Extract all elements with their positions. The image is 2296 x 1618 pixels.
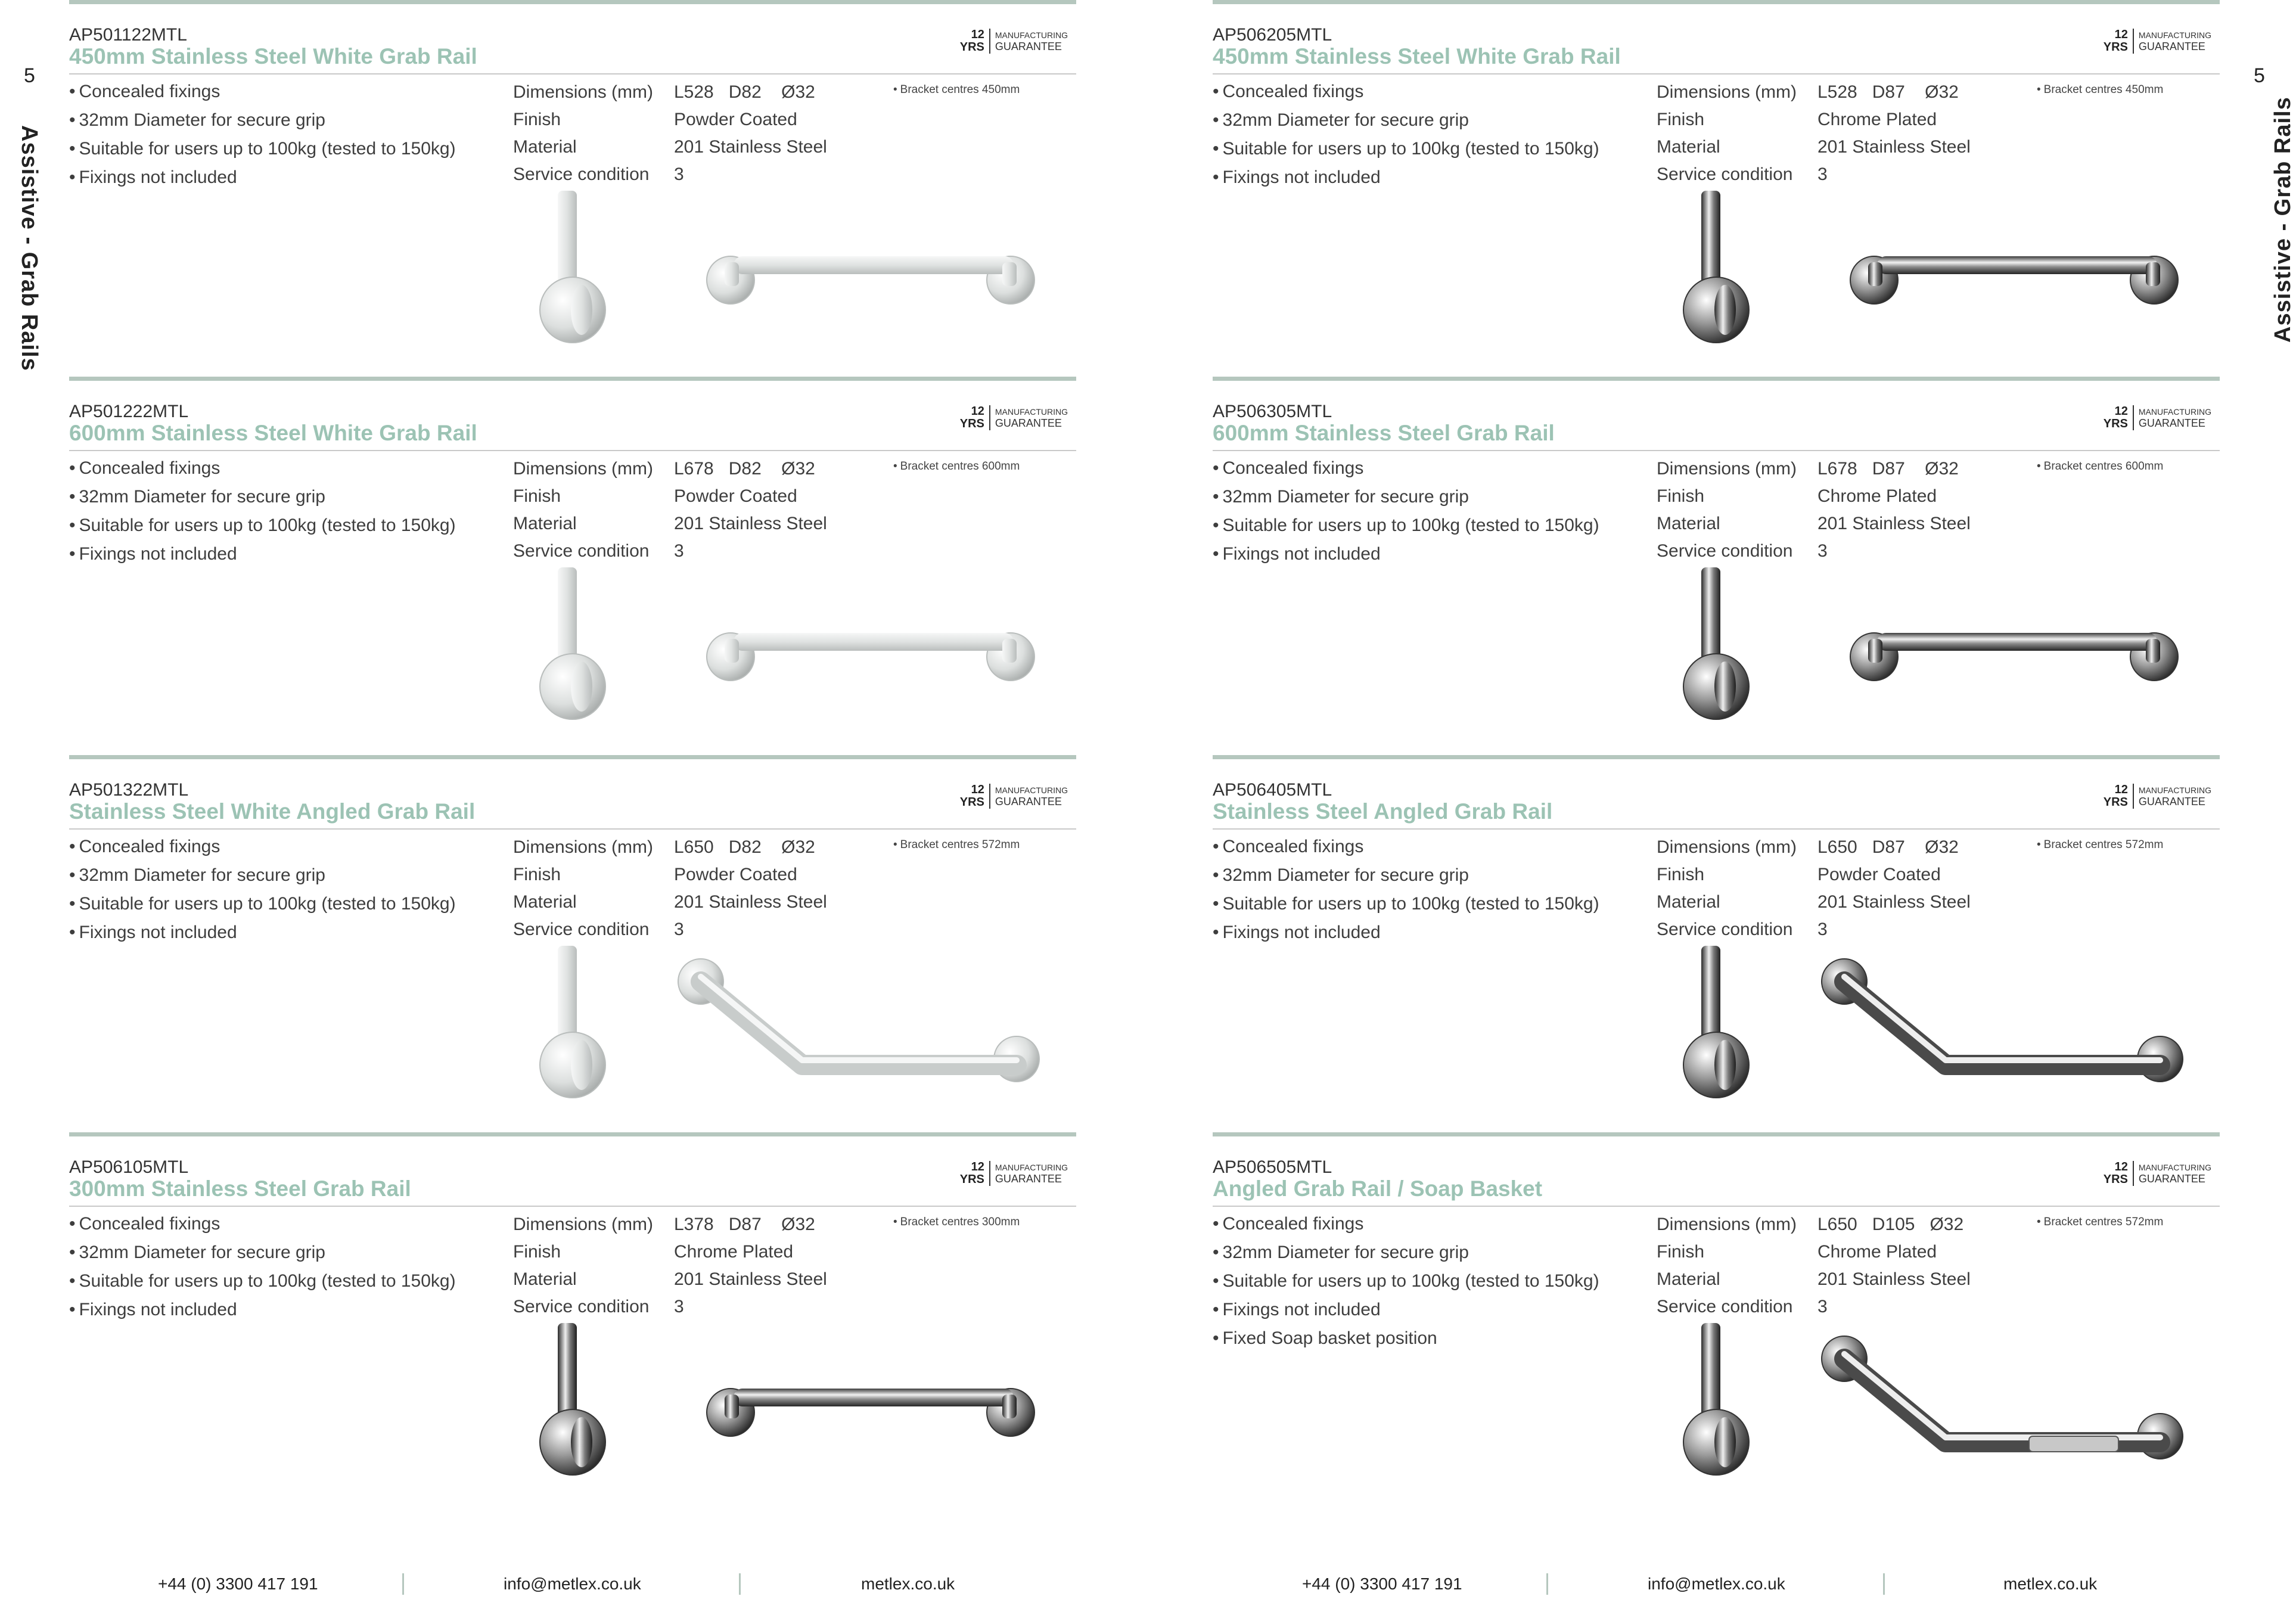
product-card xyxy=(69,377,1076,734)
product-name: Stainless Steel Angled Grab Rail xyxy=(1213,799,1553,824)
spec-value: L528 D87 Ø32 xyxy=(1817,82,1959,102)
footer-email[interactable]: info@metlex.co.uk xyxy=(504,1574,641,1593)
guarantee-years xyxy=(2104,784,2134,809)
spec-value: 201 Stainless Steel xyxy=(674,1269,827,1289)
guarantee-years-unit: YRS xyxy=(959,417,984,430)
spec-row xyxy=(1657,1211,1971,1238)
guarantee-years-number: 12 xyxy=(971,405,984,418)
guarantee-years-number: 12 xyxy=(2114,405,2128,418)
product-name: 450mm Stainless Steel White Grab Rail xyxy=(1213,44,1621,69)
spec-value: L678 D82 Ø32 xyxy=(674,459,815,479)
spec-row xyxy=(1657,916,1971,943)
feature-item: • Fixings not included xyxy=(69,163,456,192)
feature-item: • 32mm Diameter for secure grip xyxy=(69,1238,456,1267)
feature-item: • 32mm Diameter for secure grip xyxy=(69,483,456,511)
spec-value: 3 xyxy=(1817,920,1828,939)
spec-row xyxy=(1657,889,1971,916)
spec-row xyxy=(513,861,827,889)
spec-value: 201 Stainless Steel xyxy=(674,892,827,912)
spec-label: Dimensions (mm) xyxy=(513,837,654,857)
guarantee-years xyxy=(960,1161,990,1186)
product-name: 600mm Stainless Steel Grab Rail xyxy=(1213,421,1555,445)
guarantee-badge xyxy=(2104,784,2211,809)
feature-item: • Fixings not included xyxy=(1213,540,1599,569)
spec-value: 3 xyxy=(674,920,684,939)
feature-item: • Fixings not included xyxy=(1213,918,1599,947)
guarantee-years-unit: YRS xyxy=(959,796,984,809)
separator-bar xyxy=(1213,377,2220,381)
spec-row xyxy=(513,510,827,538)
bracket-note: • Bracket centres 600mm xyxy=(2037,460,2163,473)
product-name: 450mm Stainless Steel White Grab Rail xyxy=(69,44,477,69)
guarantee-badge xyxy=(2104,1161,2211,1186)
separator-bar xyxy=(1213,755,2220,759)
spec-row xyxy=(1657,1266,1971,1293)
spec-label: Dimensions (mm) xyxy=(1657,82,1797,102)
side-view-icon xyxy=(540,567,605,719)
spec-label: Finish xyxy=(1657,1242,1705,1262)
spec-label: Finish xyxy=(1657,486,1705,506)
feature-item: • Suitable for users up to 100kg (tested to 150kg) xyxy=(69,135,456,163)
spec-row xyxy=(1657,133,1971,161)
bracket-note: • Bracket centres 450mm xyxy=(893,83,1020,97)
spec-label: Dimensions (mm) xyxy=(513,1215,654,1234)
spec-label: Service condition xyxy=(513,1297,650,1316)
feature-item: • Fixings not included xyxy=(1213,163,1599,192)
product-code: AP506205MTL xyxy=(1213,25,1332,45)
product-card xyxy=(1213,377,2220,734)
separator-bar xyxy=(69,755,1076,759)
front-view-icon xyxy=(1850,256,2178,304)
guarantee-line1: MANUFACTURING xyxy=(995,1162,1068,1172)
spec-row xyxy=(1657,161,1971,188)
bracket-note: • Bracket centres 300mm xyxy=(893,1216,1020,1229)
guarantee-years-number: 12 xyxy=(971,28,984,41)
spec-row xyxy=(513,889,827,916)
spec-label: Finish xyxy=(1657,110,1705,129)
product-code: AP506505MTL xyxy=(1213,1157,1332,1177)
side-view-icon xyxy=(540,191,605,343)
spec-row xyxy=(513,161,827,188)
separator-bar xyxy=(69,377,1076,381)
spec-value: 201 Stainless Steel xyxy=(1817,892,1971,912)
title-rule xyxy=(1213,73,2220,74)
front-view-icon xyxy=(1822,959,2183,1082)
separator-bar xyxy=(1213,0,2220,4)
spec-value: Powder Coated xyxy=(674,486,797,506)
feature-list xyxy=(1213,77,1599,192)
guarantee-line2: GUARANTEE xyxy=(995,1172,1062,1185)
spec-value: Chrome Plated xyxy=(674,1242,794,1262)
guarantee-years xyxy=(960,784,990,809)
spec-value: 201 Stainless Steel xyxy=(1817,137,1971,157)
feature-item: • Fixings not included xyxy=(69,540,456,569)
front-view-icon xyxy=(678,959,1039,1082)
spec-row xyxy=(513,106,827,133)
side-view-icon xyxy=(1683,191,1749,343)
product-image xyxy=(69,1323,1076,1490)
spec-label: Service condition xyxy=(513,541,650,561)
guarantee-badge xyxy=(960,405,1068,430)
guarantee-text xyxy=(990,785,1068,808)
spec-value: L378 D87 Ø32 xyxy=(674,1215,815,1234)
spec-label: Dimensions (mm) xyxy=(1657,837,1797,857)
spec-label: Service condition xyxy=(1657,1297,1793,1316)
spec-table xyxy=(1657,455,1971,565)
spec-label: Finish xyxy=(513,1242,561,1262)
feature-item: • Fixings not included xyxy=(1213,1296,1599,1324)
product-code: AP506305MTL xyxy=(1213,402,1332,421)
side-view-icon xyxy=(1683,1323,1749,1475)
spec-row xyxy=(1657,538,1971,565)
guarantee-line2: GUARANTEE xyxy=(995,417,1062,429)
guarantee-text xyxy=(990,407,1068,429)
title-rule xyxy=(1213,828,2220,830)
feature-list xyxy=(69,833,456,947)
guarantee-text xyxy=(2134,785,2211,808)
spec-row xyxy=(1657,455,1971,483)
spec-row xyxy=(513,834,827,861)
spec-row xyxy=(1657,1238,1971,1266)
spec-value: 3 xyxy=(674,164,684,184)
spec-label: Material xyxy=(513,514,577,533)
guarantee-years-unit: YRS xyxy=(2103,41,2128,54)
guarantee-line2: GUARANTEE xyxy=(2138,417,2205,429)
guarantee-years xyxy=(2104,29,2134,54)
guarantee-badge xyxy=(2104,405,2211,430)
spec-row xyxy=(1657,106,1971,133)
feature-item: • 32mm Diameter for secure grip xyxy=(69,106,456,135)
spec-value: Powder Coated xyxy=(674,110,797,129)
spec-label: Service condition xyxy=(1657,541,1793,561)
spec-row xyxy=(1657,861,1971,889)
spec-value: L678 D87 Ø32 xyxy=(1817,459,1959,479)
feature-item: • Suitable for users up to 100kg (tested to 150kg) xyxy=(1213,1267,1599,1296)
product-image xyxy=(69,567,1076,734)
product-code: AP506105MTL xyxy=(69,1157,189,1177)
guarantee-years-number: 12 xyxy=(971,1160,984,1173)
spec-value: 3 xyxy=(1817,1297,1828,1316)
spec-table xyxy=(513,834,827,943)
product-code: AP501122MTL xyxy=(69,25,187,45)
product-name: Angled Grab Rail / Soap Basket xyxy=(1213,1176,1543,1201)
spec-label: Material xyxy=(1657,1269,1720,1289)
spec-row xyxy=(1657,1293,1971,1321)
spec-table xyxy=(513,1211,827,1321)
feature-item: • Suitable for users up to 100kg (tested to 150kg) xyxy=(69,511,456,540)
guarantee-badge xyxy=(960,784,1068,809)
guarantee-years-unit: YRS xyxy=(2103,1173,2128,1186)
feature-list xyxy=(69,1210,456,1324)
guarantee-years-unit: YRS xyxy=(959,1173,984,1186)
guarantee-years-unit: YRS xyxy=(2103,417,2128,430)
spec-row xyxy=(513,133,827,161)
separator-bar xyxy=(69,1132,1076,1136)
spec-row xyxy=(513,1211,827,1238)
product-card xyxy=(1213,1132,2220,1490)
spec-label: Material xyxy=(513,892,577,912)
guarantee-years-number: 12 xyxy=(2114,1160,2128,1173)
product-code: AP506405MTL xyxy=(1213,780,1332,800)
spec-label: Service condition xyxy=(513,920,650,939)
product-image xyxy=(1213,1323,2220,1490)
guarantee-line1: MANUFACTURING xyxy=(2138,30,2211,40)
spec-row xyxy=(1657,483,1971,510)
feature-item: • Fixings not included xyxy=(69,918,456,947)
feature-item: • 32mm Diameter for secure grip xyxy=(1213,106,1599,135)
guarantee-line2: GUARANTEE xyxy=(2138,1172,2205,1185)
guarantee-line1: MANUFACTURING xyxy=(2138,406,2211,417)
footer-divider xyxy=(1546,1573,1548,1595)
spec-value: Chrome Plated xyxy=(1817,486,1937,506)
product-image xyxy=(69,946,1076,1113)
spec-row xyxy=(513,455,827,483)
spec-label: Dimensions (mm) xyxy=(513,459,654,479)
title-rule xyxy=(69,450,1076,451)
guarantee-line1: MANUFACTURING xyxy=(995,406,1068,417)
feature-item: • Concealed fixings xyxy=(1213,77,1599,106)
guarantee-line2: GUARANTEE xyxy=(2138,40,2205,52)
title-rule xyxy=(69,73,1076,74)
page-number-left: 5 xyxy=(24,64,35,87)
guarantee-years-number: 12 xyxy=(2114,783,2128,796)
page-number-right: 5 xyxy=(2254,64,2265,87)
front-view-icon xyxy=(1822,1336,2183,1459)
product-card xyxy=(69,0,1076,358)
spec-value: Chrome Plated xyxy=(1817,110,1937,129)
front-view-icon xyxy=(1850,633,2178,681)
spec-row xyxy=(513,1266,827,1293)
spec-label: Dimensions (mm) xyxy=(1657,459,1797,479)
product-image xyxy=(1213,946,2220,1113)
spec-value: Chrome Plated xyxy=(1817,1242,1937,1262)
side-view-icon xyxy=(540,1323,605,1475)
feature-item: • 32mm Diameter for secure grip xyxy=(1213,483,1599,511)
guarantee-text xyxy=(2134,1163,2211,1185)
feature-item: • Suitable for users up to 100kg (tested to 150kg) xyxy=(1213,135,1599,163)
spec-label: Finish xyxy=(513,486,561,506)
feature-item: • Suitable for users up to 100kg (tested to 150kg) xyxy=(69,1267,456,1296)
spec-table xyxy=(1657,1211,1971,1321)
spec-row xyxy=(513,1293,827,1321)
title-rule xyxy=(1213,450,2220,451)
guarantee-years-number: 12 xyxy=(971,783,984,796)
spec-row xyxy=(513,483,827,510)
spec-row xyxy=(513,538,827,565)
guarantee-text xyxy=(990,1163,1068,1185)
spec-value: L650 D105 Ø32 xyxy=(1817,1215,1964,1234)
feature-item: • Suitable for users up to 100kg (tested to 150kg) xyxy=(1213,890,1599,918)
spec-label: Material xyxy=(513,137,577,157)
guarantee-line1: MANUFACTURING xyxy=(995,30,1068,40)
spec-value: 3 xyxy=(674,541,684,561)
product-code: AP501222MTL xyxy=(69,402,189,421)
spec-row xyxy=(513,79,827,106)
feature-item: • Concealed fixings xyxy=(1213,454,1599,483)
guarantee-years-unit: YRS xyxy=(959,41,984,54)
product-image xyxy=(1213,567,2220,734)
product-card xyxy=(1213,755,2220,1113)
spec-label: Dimensions (mm) xyxy=(513,82,654,102)
spec-value: Powder Coated xyxy=(674,865,797,884)
product-name: 300mm Stainless Steel Grab Rail xyxy=(69,1176,411,1201)
spec-value: 3 xyxy=(674,1297,684,1316)
title-rule xyxy=(69,828,1076,830)
feature-item: • Suitable for users up to 100kg (tested to 150kg) xyxy=(1213,511,1599,540)
spec-table xyxy=(513,455,827,565)
spec-label: Material xyxy=(513,1269,577,1289)
footer-divider xyxy=(1883,1573,1885,1595)
spec-value: 201 Stainless Steel xyxy=(674,137,827,157)
guarantee-line1: MANUFACTURING xyxy=(2138,785,2211,795)
spec-value: L528 D82 Ø32 xyxy=(674,82,815,102)
spec-row xyxy=(513,916,827,943)
spec-table xyxy=(1657,79,1971,188)
footer-phone[interactable]: +44 (0) 3300 417 191 xyxy=(158,1574,318,1593)
product-card xyxy=(69,755,1076,1113)
separator-bar xyxy=(1213,1132,2220,1136)
front-view-icon xyxy=(707,1389,1034,1436)
feature-item: • Concealed fixings xyxy=(1213,833,1599,861)
feature-item: • Fixings not included xyxy=(69,1296,456,1324)
spec-value: 201 Stainless Steel xyxy=(674,514,827,533)
feature-item: • 32mm Diameter for secure grip xyxy=(1213,1238,1599,1267)
feature-item: • 32mm Diameter for secure grip xyxy=(1213,861,1599,890)
guarantee-text xyxy=(2134,407,2211,429)
guarantee-years xyxy=(2104,1161,2134,1186)
section-title-left: Assistive - Grab Rails xyxy=(17,125,42,371)
title-rule xyxy=(69,1206,1076,1207)
guarantee-line1: MANUFACTURING xyxy=(995,785,1068,795)
spec-label: Dimensions (mm) xyxy=(1657,1215,1797,1234)
spec-table xyxy=(1657,834,1971,943)
feature-list xyxy=(1213,454,1599,569)
guarantee-line2: GUARANTEE xyxy=(2138,795,2205,808)
footer-divider xyxy=(739,1573,741,1595)
feature-item: • Concealed fixings xyxy=(69,833,456,861)
product-code: AP501322MTL xyxy=(69,780,189,800)
feature-list xyxy=(69,77,456,192)
spec-label: Finish xyxy=(513,865,561,884)
spec-value: 201 Stainless Steel xyxy=(1817,514,1971,533)
spec-label: Finish xyxy=(513,110,561,129)
spec-row xyxy=(1657,79,1971,106)
spec-row xyxy=(1657,834,1971,861)
guarantee-years xyxy=(960,405,990,430)
spec-label: Service condition xyxy=(1657,164,1793,184)
guarantee-text xyxy=(2134,30,2211,52)
product-card xyxy=(1213,0,2220,358)
feature-item: • Concealed fixings xyxy=(69,77,456,106)
spec-label: Material xyxy=(1657,514,1720,533)
guarantee-text xyxy=(990,30,1068,52)
spec-value: 3 xyxy=(1817,541,1828,561)
spec-label: Finish xyxy=(1657,865,1705,884)
footer-divider xyxy=(402,1573,404,1595)
front-view-icon xyxy=(707,633,1034,681)
spec-label: Service condition xyxy=(513,164,650,184)
spec-value: 3 xyxy=(1817,164,1828,184)
spec-value: Powder Coated xyxy=(1817,865,1941,884)
feature-list xyxy=(1213,833,1599,947)
guarantee-line2: GUARANTEE xyxy=(995,40,1062,52)
spec-label: Service condition xyxy=(1657,920,1793,939)
guarantee-years xyxy=(960,29,990,54)
product-card xyxy=(69,1132,1076,1490)
section-title-right: Assistive - Grab Rails xyxy=(2270,97,2295,343)
product-image xyxy=(1213,191,2220,358)
feature-item: • Concealed fixings xyxy=(1213,1210,1599,1238)
spec-value: L650 D87 Ø32 xyxy=(1817,837,1959,857)
side-view-icon xyxy=(1683,567,1749,719)
guarantee-line1: MANUFACTURING xyxy=(2138,1162,2211,1172)
footer-website[interactable]: metlex.co.uk xyxy=(861,1574,955,1593)
product-image xyxy=(69,191,1076,358)
feature-item: • Concealed fixings xyxy=(69,1210,456,1238)
guarantee-badge xyxy=(960,1161,1068,1186)
guarantee-badge xyxy=(2104,29,2211,54)
separator-bar xyxy=(69,0,1076,4)
footer-email[interactable]: info@metlex.co.uk xyxy=(1648,1574,1785,1593)
feature-item: • 32mm Diameter for secure grip xyxy=(69,861,456,890)
spec-row xyxy=(1657,510,1971,538)
feature-item: • Fixed Soap basket position xyxy=(1213,1324,1599,1353)
guarantee-badge xyxy=(960,29,1068,54)
feature-list xyxy=(69,454,456,569)
feature-item: • Suitable for users up to 100kg (tested to 150kg) xyxy=(69,890,456,918)
spec-value: 201 Stainless Steel xyxy=(1817,1269,1971,1289)
bracket-note: • Bracket centres 572mm xyxy=(2037,838,2163,852)
guarantee-years-unit: YRS xyxy=(2103,796,2128,809)
feature-item: • Concealed fixings xyxy=(69,454,456,483)
guarantee-line2: GUARANTEE xyxy=(995,795,1062,808)
footer-website[interactable]: metlex.co.uk xyxy=(2003,1574,2098,1593)
spec-value: L650 D82 Ø32 xyxy=(674,837,815,857)
spec-label: Material xyxy=(1657,892,1720,912)
title-rule xyxy=(1213,1206,2220,1207)
front-view-icon xyxy=(707,256,1034,304)
side-view-icon xyxy=(1683,946,1749,1098)
product-name: 600mm Stainless Steel White Grab Rail xyxy=(69,421,477,445)
spec-table xyxy=(513,79,827,188)
guarantee-years xyxy=(2104,405,2134,430)
bracket-note: • Bracket centres 572mm xyxy=(893,838,1020,852)
guarantee-years-number: 12 xyxy=(2114,28,2128,41)
product-name: Stainless Steel White Angled Grab Rail xyxy=(69,799,476,824)
bracket-note: • Bracket centres 450mm xyxy=(2037,83,2163,97)
bracket-note: • Bracket centres 572mm xyxy=(2037,1216,2163,1229)
bracket-note: • Bracket centres 600mm xyxy=(893,460,1020,473)
spec-label: Material xyxy=(1657,137,1720,157)
spec-row xyxy=(513,1238,827,1266)
side-view-icon xyxy=(540,946,605,1098)
footer-phone[interactable]: +44 (0) 3300 417 191 xyxy=(1302,1574,1462,1593)
